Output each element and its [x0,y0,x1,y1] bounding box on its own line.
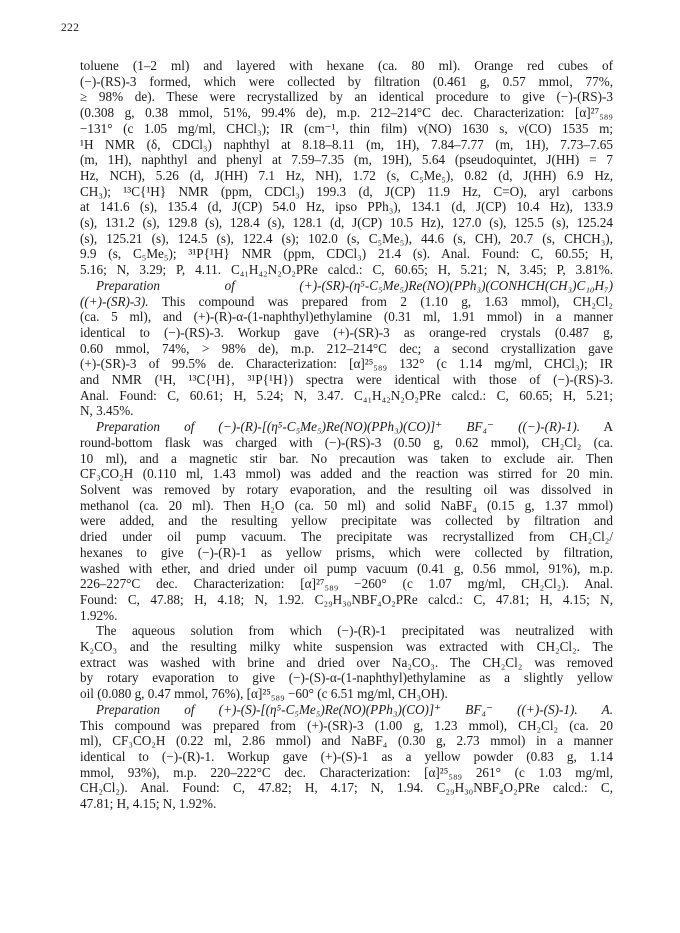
text-line [80,466,613,482]
text-line [80,168,613,184]
line-text: (0.308 g, 0.38 mmol, 51%, 99.4% de), m.p. 212–214°C dec. Characterization: [α]²⁷₅₈₉ [80,105,613,121]
line-text: by rotary evaporation to give (−)-(S)-α-(1-naphthyl)ethylamine as a slightly yellow [80,670,613,686]
line-text: This compound was prepared from 2 (1.10 g, 1.63 mmol), CH₂Cl₂ [148,293,613,309]
section-heading: ((+)-(SR)-3). [80,293,149,309]
text-line [80,309,613,325]
line-text: ≥ 98% de). These were recrystallized by an identical procedure to give (−)-(RS)-3 [80,89,613,105]
text-line [80,529,613,545]
text-line [80,513,613,529]
line-text: K₂CO₃ and the resulting milky white suspension was extracted with CH₂Cl₂. The [80,639,613,655]
line-text: identical to (−)-(R)-1. Workup gave (+)-(S)-1 as a yellow powder (0.83 g, 1.14 [80,748,613,764]
text-line [80,152,613,168]
text-line [80,199,613,215]
line-text: 226–227°C dec. Characterization: [α]²⁷₅₈₉ −260° (c 1.07 mg/ml, CH₂Cl₂). Anal. [80,576,613,592]
line-text: (s), 131.2 (s), 129.8 (s), 128.4 (s), 128.1 (d, J(CP) 10.5 Hz), 127.0 (s), 125.5 (s), 125.24 [80,215,613,231]
line-text: extract was washed with brine and dried over Na₂CO₃. The CH₂Cl₂ was removed [80,654,613,670]
section-heading: Preparation of (−)-(R)-[(η⁵-C₅Me₅)Re(NO)(PPh₃)(CO)]⁺ BF₄⁻ ((−)-(R)-1). [96,419,581,435]
line-text: Found: C, 47.88; H, 4.18; N, 1.92. C₂₉H₃₀NBF₄O₂PRe calcd.: C, 47.81; H, 4.15; N, [80,591,613,607]
text-line [80,231,613,247]
line-text: The aqueous solution from which (−)-(R)-1 precipitated was neutralized with [96,623,613,639]
text-line [80,592,613,608]
text-line [80,403,613,419]
line-text: This compound was prepared from (+)-(SR)-3 (1.00 g, 1.23 mmol), CH₂Cl₂ (ca. 20 [80,717,613,733]
text-line [80,451,613,467]
text-line [80,419,613,435]
line-text: −131° (c 1.05 mg/ml, CHCl₃); IR (cm⁻¹, thin film) ν(NO) 1630 s, ν(CO) 1535 m; [80,120,613,136]
line-text: 10 ml), and a magnetic stir bar. No precaution was taken to exclude air. Then [80,450,613,466]
text-line [80,655,613,671]
text-line [80,89,613,105]
text-line [80,325,613,341]
text-line [80,341,613,357]
line-text: ml), CF₃CO₂H (0.22 ml, 2.86 mmol) and NaBF₄ (0.30 g, 2.73 mmol) in a manner [80,733,613,749]
text-line [80,749,613,765]
line-text: N, 3.45%. [80,403,134,419]
text-line [80,718,613,734]
text-line [80,498,613,514]
text-line [80,372,613,388]
text-line [80,608,613,624]
line-text: mmol, 93%), m.p. 220–222°C dec. Characterization: [α]²⁵₅₈₉ 261° (c 1.03 mg/ml, [80,764,613,780]
text-line [80,545,613,561]
text-line [80,576,613,592]
text-line [80,733,613,749]
text-line [80,356,613,372]
line-text: 1.92%. [80,607,118,623]
text-line [80,278,613,294]
text-line [80,670,613,686]
line-text: Hz, NCH), 5.26 (d, J(HH) 7.1 Hz, NH), 1.72 (s, C₅Me₅), 0.82 (d, J(HH) 6.9 Hz, [80,167,613,183]
line-text: methanol (ca. 20 ml). Then H₂O (ca. 50 ml) and solid NaBF₄ (0.15 g, 1.37 mmol) [80,497,613,513]
line-text: dried under oil pump vacuum. The precipitate was recrystallized from CH₂Cl₂/ [80,529,613,545]
text-line [80,482,613,498]
line-text: at 141.6 (s), 135.4 (d, J(CP) 54.0 Hz, ipso PPh₃), 134.1 (d, J(CP) 10.4 Hz), 133.9 [80,199,613,215]
line-text: and NMR (¹H, ¹³C{¹H}, ³¹P{¹H}) spectra were identical with those of (−)-(RS)-3. [80,372,613,388]
text-line [80,702,613,718]
line-text: were added, and the resulting yellow precipitate was collected by filtration and [80,513,613,529]
line-text: Anal. Found: C, 60.61; H, 5.24; N, 3.47. C₄₁H₄₂N₂O₂PRe calcd.: C, 60.65; H, 5.21; [80,387,613,403]
section-heading: Preparation of (+)-(S)-[(η⁵-C₅Me₅)Re(NO)(PPh₃)(CO)]⁺ BF₄⁻ ((+)-(S)-1). A. [96,701,613,717]
line-text: CF₃CO₂H (0.110 ml, 1.43 mmol) was added and the reaction was stirred for 20 min. [80,466,613,482]
text-line [80,561,613,577]
line-text: (s), 125.21 (s), 124.5 (s), 122.4 (s); 102.0 (s, C₅Me₅), 44.6 (s, CH), 20.7 (s, CHCH₃), [80,230,613,246]
line-text: washed with ether, and dried under oil pump vacuum (0.41 g, 0.56 mmol, 91%), m.p. [80,560,613,576]
text-line [80,686,613,702]
line-text: oil (0.080 g, 0.47 mmol, 76%), [α]²⁵₅₈₉ −60° (c 6.51 mg/ml, CH₃OH). [80,686,448,702]
line-text: A [580,419,613,435]
article-body [80,58,613,812]
line-text: (−)-(RS)-3 formed, which were collected by filtration (0.461 g, 0.57 mmol, 77%, [80,73,613,89]
text-line [80,184,613,200]
text-line [80,388,613,404]
line-text: CH₃); ¹³C{¹H} NMR (ppm, CDCl₃) 199.3 (d, J(CP) 11.9 Hz, C=O), aryl carbons [80,183,613,199]
text-line [80,780,613,796]
line-text: Solvent was removed by rotary evaporation, and the resulting oil was dissolved in [80,481,613,497]
line-text: 47.81; H, 4.15; N, 1.92%. [80,796,217,812]
text-line [80,623,613,639]
text-line [80,262,613,278]
line-text: (m, 1H), naphthyl and phenyl at 7.59–7.35 (m, 19H), 5.64 (pseudoquintet, J(HH) = 7 [80,152,613,168]
page-number: 222 [61,22,80,34]
text-line [80,639,613,655]
line-text: CH₂Cl₂). Anal. Found: C, 47.82; H, 4.17; N, 1.94. C₂₉H₃₀NBF₄O₂PRe calcd.: C, [80,780,613,796]
text-line [80,58,613,74]
text-line [80,137,613,153]
line-text: toluene (1–2 ml) and layered with hexane (ca. 80 ml). Orange red cubes of [80,58,613,73]
line-text: 0.60 mmol, 74%, > 98% de), m.p. 212–214°C dec; a second crystallization gave [80,340,613,356]
line-text: 5.16; N, 3.29; P, 4.11. C₄₁H₄₂N₂O₂PRe calcd.: C, 60.65; H, 5.21; N, 3.45; P, 3.81%. [80,262,613,278]
text-line [80,246,613,262]
text-line [80,796,613,812]
text-line [80,74,613,90]
line-text: identical to (−)-(RS)-3. Workup gave (+)-(SR)-3 as orange-red crystals (0.487 g, [80,324,613,340]
text-line [80,765,613,781]
section-heading: Preparation of (+)-(SR)-(η⁵-C₅Me₅)Re(NO)(PPh₃)(CONHCH(CH₃)C₁₀H₇) [96,277,613,293]
line-text: round-bottom flask was charged with (−)-(RS)-3 (0.50 g, 0.62 mmol), CH₂Cl₂ (ca. [80,434,613,450]
line-text: 9.9 (s, C₅Me₅); ³¹P{¹H} NMR (ppm, CDCl₃) 21.4 (s). Anal. Found: C, 60.55; H, [80,246,613,262]
line-text: hexanes to give (−)-(R)-1 as yellow prisms, which were collected by filtration, [80,544,613,560]
text-line [80,215,613,231]
text-line [80,294,613,310]
text-line [80,105,613,121]
text-line [80,121,613,137]
line-text: (+)-(SR)-3 of 99.5% de. Characterization: [α]²⁵₅₈₉ 132° (c 1.14 mg/ml, CHCl₃); IR [80,356,613,372]
line-text: ¹H NMR (δ, CDCl₃) naphthyl at 8.18–8.11 (m, 1H), 7.84–7.77 (m, 1H), 7.73–7.65 [80,136,613,152]
line-text: (ca. 5 ml), and (+)-(R)-α-(1-naphthyl)ethylamine (0.31 ml, 1.91 mmol) in a manner [80,309,613,325]
text-line [80,435,613,451]
